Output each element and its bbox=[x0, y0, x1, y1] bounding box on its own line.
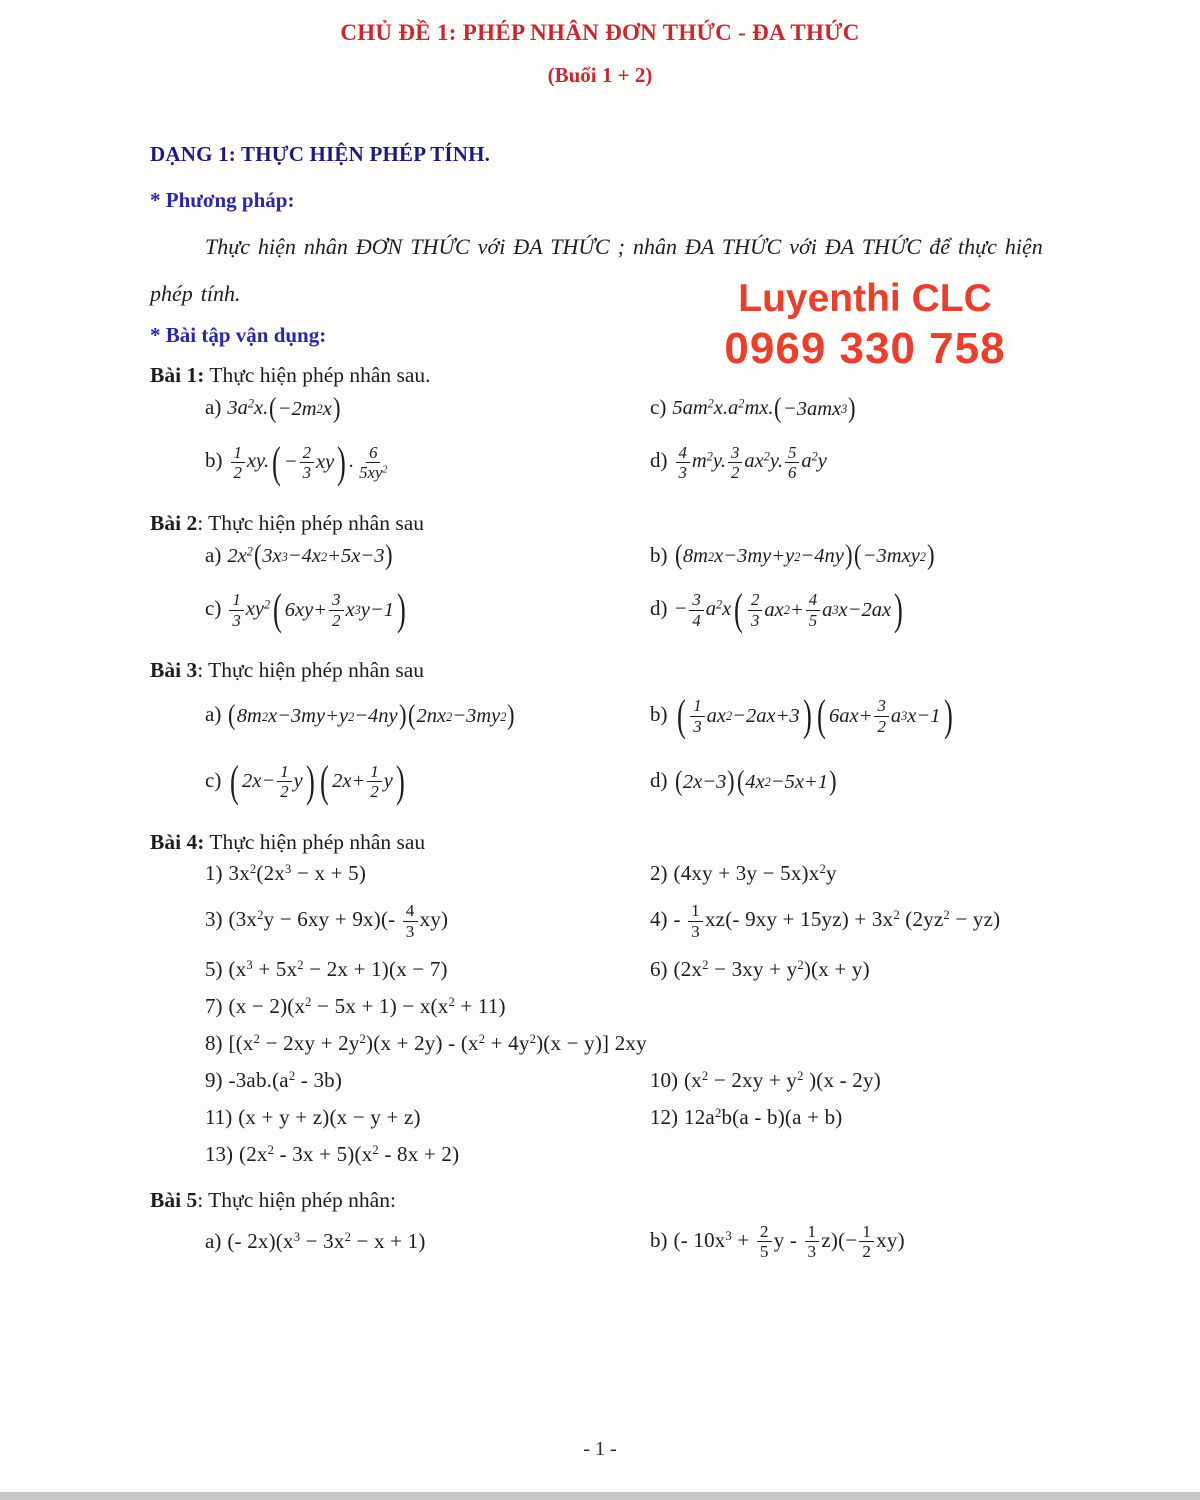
math-item bbox=[205, 442, 650, 484]
method-text-line1: Thực hiện nhân ĐƠN THỨC với ĐA THỨC ; nhân ĐA THỨC với ĐA THỨC để thực hiện bbox=[205, 234, 1043, 259]
item-label: 8) bbox=[205, 1030, 223, 1055]
math-expression: $(3x^2y - 6xy + 9x)(-$ $\frac{4}{3}$ xy) bbox=[228, 900, 449, 941]
math-item bbox=[205, 761, 650, 803]
math-expression: $(x^3 + 5x^2 - 2x + 1)(x - 7)$ bbox=[228, 956, 448, 981]
math-expression: $\frac{4}{3}$ $m^2y$. $\frac{3}{2}$ $ax^2y$. $\frac{5}{6}$ $a^2y$ bbox=[674, 450, 827, 472]
practice-label: * Bài tập vận dụng: bbox=[150, 323, 327, 347]
item-label: 1) bbox=[205, 860, 223, 885]
item-label: c) bbox=[650, 395, 667, 419]
math-expression: $[(x^2 - 2xy + 2y^2)(x + 2y) - (x^2 + 4y^2)(x - y)]$ 2xy bbox=[228, 1030, 647, 1055]
math-expression: $(2x^2 - 3xy + y^2)(x + y)$ bbox=[673, 956, 870, 981]
item-label: 12) bbox=[650, 1104, 678, 1129]
math-expression: (x + y + z)(x − y + z) bbox=[238, 1104, 421, 1129]
item-label: d) bbox=[650, 768, 668, 793]
exercise-row bbox=[150, 577, 1085, 643]
item-label: 13) bbox=[205, 1141, 233, 1166]
page-title: CHỦ ĐỀ 1: PHÉP NHÂN ĐƠN THỨC - ĐA THỨC bbox=[340, 20, 860, 45]
exercise-section bbox=[150, 658, 1085, 815]
math-item bbox=[650, 395, 1085, 423]
document-body bbox=[150, 142, 1085, 1271]
exercise-row bbox=[150, 388, 1085, 430]
item-label: a) bbox=[205, 702, 222, 727]
math-expression: − $\frac{3}{4}$ $a^2x$ ( $\frac{2}{3}$ ax 2 + $\frac{4}{5}$ a 3 x−2ax ) bbox=[674, 598, 906, 620]
math-item bbox=[205, 1031, 650, 1056]
math-item bbox=[650, 543, 1085, 571]
exercise-row bbox=[150, 988, 1085, 1025]
exercise-row bbox=[150, 892, 1085, 951]
item-label: c) bbox=[205, 767, 222, 792]
item-label: c) bbox=[205, 595, 222, 620]
page-subtitle: (Buổi 1 + 2) bbox=[547, 63, 653, 87]
math-item bbox=[650, 957, 1085, 982]
item-label: 11) bbox=[205, 1104, 233, 1129]
math-item bbox=[205, 589, 650, 631]
item-label: 2) bbox=[650, 860, 668, 885]
math-expression: $5am^2x.a^2mx$. ( −3amx 3 ) bbox=[672, 397, 856, 419]
math-expression: $-3ab.(a^2 - 3b)$ bbox=[228, 1067, 343, 1092]
section-number: Bài 1: bbox=[150, 363, 205, 387]
math-item bbox=[205, 861, 650, 886]
math-expression: $\frac{1}{3}$ $xy^2$ ( 6xy+ $\frac{3}{2}$ x 3 y−1 ) bbox=[227, 598, 408, 620]
math-item bbox=[650, 1068, 1085, 1093]
math-expression: (- $10x^3$ + $\frac{2}{5}$ y - $\frac{1}{3}$ z)(− $\frac{1}{2}$ xy) bbox=[673, 1221, 905, 1262]
watermark-brand: Luyenthi CLC bbox=[738, 277, 992, 320]
section-number: Bài 5 bbox=[150, 1187, 198, 1212]
scan-edge-bar bbox=[0, 1492, 1200, 1500]
section-instruction: : Thực hiện phép nhân sau bbox=[197, 658, 425, 683]
math-expression: (- $2x)(x^3 - 3x^2 - x + 1)$ bbox=[227, 1229, 426, 1254]
document-header bbox=[0, 0, 1200, 88]
math-expression: ( 8m 2 x−3my+y 2 −4ny ) ( 2nx 2 −3my 2 ) bbox=[227, 704, 516, 726]
section-instruction: : Thực hiện phép nhân: bbox=[197, 1187, 396, 1212]
item-label: 7) bbox=[205, 993, 223, 1018]
math-expression: $3a^2x$. ( −2m 2 x ) bbox=[227, 397, 341, 419]
math-expression: ( 2x−3 ) ( 4x 2 −5x+1 ) bbox=[674, 770, 838, 792]
item-label: a) bbox=[205, 395, 222, 419]
section-title bbox=[150, 363, 1085, 388]
math-expression: $12a^2b(a - b)(a + b)$ bbox=[684, 1104, 843, 1129]
math-item bbox=[650, 589, 1085, 631]
math-item bbox=[205, 1105, 650, 1130]
exercise-row bbox=[150, 430, 1085, 496]
math-item bbox=[650, 443, 1085, 483]
math-expression: $3x^2(2x^3 - x + 5)$ bbox=[228, 860, 367, 885]
math-item bbox=[205, 994, 650, 1019]
item-label: 9) bbox=[205, 1067, 223, 1092]
math-expression: ( $\frac{1}{3}$ ax 2 −2ax+3 ) ( 6ax+ $\frac{3}{2}$ a 3 x−1 ) bbox=[674, 704, 956, 726]
section-number: Bài 2 bbox=[150, 510, 198, 535]
section-instruction: Thực hiện phép nhân sau. bbox=[204, 363, 431, 387]
math-expression: ( 8m 2 x−3my+y 2 −4ny ) ( −3mxy 2 ) bbox=[674, 545, 936, 567]
exercise-row bbox=[150, 951, 1085, 988]
item-label: 10) bbox=[650, 1067, 678, 1092]
math-item bbox=[205, 957, 650, 982]
exercise-row bbox=[150, 1062, 1085, 1099]
section-instruction: : Thực hiện phép nhân sau bbox=[197, 510, 425, 535]
item-label: b) bbox=[205, 448, 223, 473]
math-item bbox=[650, 861, 1085, 886]
item-label: 4) bbox=[650, 907, 668, 932]
math-item bbox=[650, 695, 1085, 737]
exercise-row bbox=[150, 1136, 1085, 1173]
exercise-row bbox=[150, 1099, 1085, 1136]
item-label: b) bbox=[650, 1227, 668, 1252]
exercise-section bbox=[150, 1188, 1085, 1272]
math-expression: $(2x^2 - 3x + 5)(x^2 - 8x + 2)$ bbox=[239, 1141, 460, 1166]
math-item bbox=[650, 768, 1085, 796]
exercise-row bbox=[150, 1025, 1085, 1062]
exercise-row bbox=[150, 683, 1085, 749]
method-text-line2: phép tính. bbox=[150, 281, 241, 306]
exercise-section bbox=[150, 511, 1085, 644]
math-expression: $(x - 2)(x^2 - 5x + 1) - x(x^2 + 11)$ bbox=[228, 993, 506, 1018]
section-title bbox=[150, 511, 1085, 536]
math-expression: $(4xy + 3y - 5x)x^2y$ bbox=[673, 860, 837, 885]
item-label: b) bbox=[650, 701, 668, 726]
math-expression: - $\frac{1}{3}$ xz(- $9xy + 15yz) + 3x^2$ $(2yz^2 - yz)$ bbox=[673, 900, 1001, 941]
math-item bbox=[205, 1142, 650, 1167]
exercise-row bbox=[150, 1213, 1085, 1272]
section-instruction: Thực hiện phép nhân sau bbox=[204, 829, 426, 854]
math-item bbox=[205, 543, 650, 571]
watermark-phone: 0969 330 758 bbox=[724, 323, 1006, 373]
math-item bbox=[205, 1068, 650, 1093]
section-title bbox=[150, 1188, 1085, 1213]
math-item bbox=[650, 1222, 1085, 1263]
method-label: * Phương pháp: bbox=[150, 188, 295, 212]
math-expression: $2x^2$ ( 3x 3 −4x 2 +5x−3 ) bbox=[227, 545, 394, 567]
dang1-heading: DẠNG 1: THỰC HIỆN PHÉP TÍNH. bbox=[150, 142, 491, 166]
item-label: 5) bbox=[205, 956, 223, 981]
item-label: b) bbox=[650, 542, 668, 567]
exercise-sections bbox=[150, 363, 1085, 1271]
exercise-row bbox=[150, 749, 1085, 815]
item-label: a) bbox=[205, 1229, 222, 1254]
math-item bbox=[205, 901, 650, 942]
item-label: d) bbox=[650, 595, 668, 620]
page-number: - 1 - bbox=[583, 1438, 617, 1460]
section-title bbox=[150, 830, 1085, 855]
math-item bbox=[650, 1105, 1085, 1130]
math-item bbox=[205, 1229, 650, 1254]
section-number: Bài 3 bbox=[150, 658, 198, 683]
item-label: 6) bbox=[650, 956, 668, 981]
item-label: a) bbox=[205, 542, 222, 567]
item-label: 3) bbox=[205, 907, 223, 932]
math-expression: ( 2x− $\frac{1}{2}$ y ) ( 2x+ $\frac{1}{2}$ y ) bbox=[227, 770, 407, 792]
math-expression: ($x^2 - 2xy + y^2$ )(x - 2y) bbox=[684, 1067, 881, 1092]
exercise-section bbox=[150, 830, 1085, 1173]
math-item bbox=[205, 702, 650, 730]
section-number: Bài 4: bbox=[150, 829, 205, 854]
section-title bbox=[150, 658, 1085, 683]
item-label: d) bbox=[650, 448, 668, 473]
exercise-row bbox=[150, 855, 1085, 892]
math-item bbox=[650, 901, 1085, 942]
math-expression: $\frac{1}{2}$ xy. ( − $\frac{2}{3}$ xy ) . $\frac{6}{5xy^2}$ bbox=[229, 450, 393, 472]
math-item bbox=[205, 395, 650, 423]
exercise-section bbox=[150, 363, 1085, 496]
exercise-row bbox=[150, 536, 1085, 578]
